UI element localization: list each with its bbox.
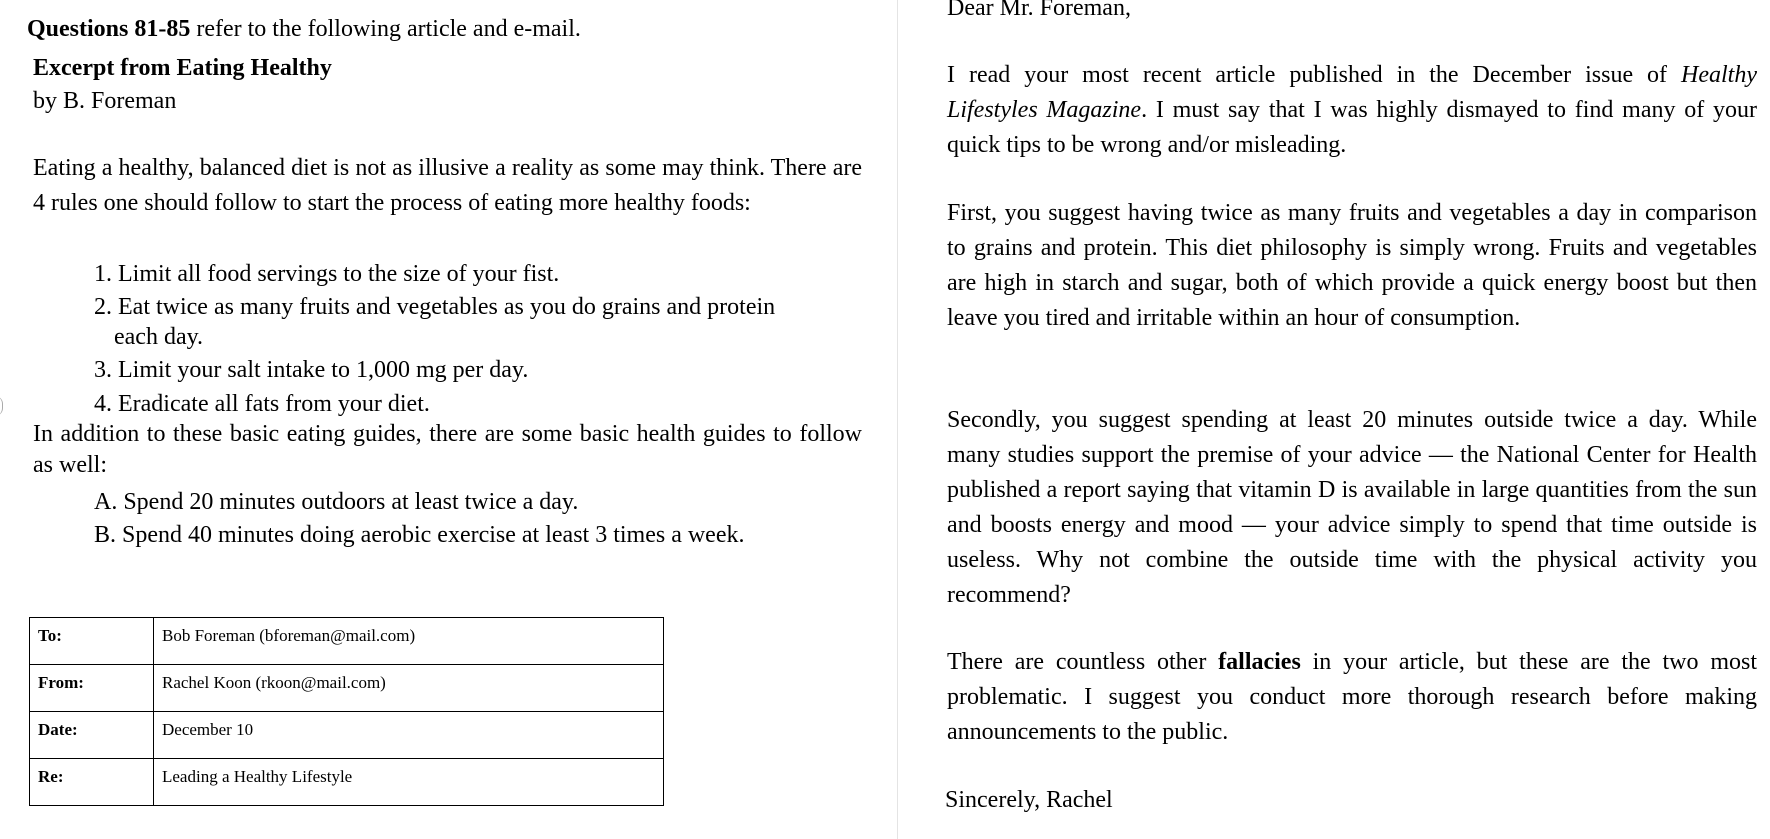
- email-label: Date:: [30, 712, 154, 759]
- email-paragraph-1: [947, 58, 1757, 163]
- email-value: December 10: [154, 712, 664, 759]
- magazine-title: Healthy Lifestyles Magazine: [947, 62, 1757, 123]
- email-label: Re:: [30, 759, 154, 806]
- email-paragraph-2: First, you suggest having twice as many fruits and vegetables a day in comparison to grains and protein. This diet philosophy is simply wrong. Fruits and vegetables are high in starch and sugar, both of which provide a quick energy boost but then leave you tired and irritable within an hour of consumption.: [947, 200, 1757, 331]
- guide-text: B. Spend 40 minutes doing aerobic exercise at least 3 times a week.: [94, 522, 745, 548]
- email-row-to: [30, 618, 664, 665]
- rule-text: 3. Limit your salt intake to 1,000 mg per day.: [94, 357, 529, 383]
- email-salutation: Dear Mr. Foreman,: [947, 0, 1131, 21]
- column-divider: [897, 0, 898, 839]
- email-row-from: [30, 665, 664, 712]
- paragraph-text: . I must say that I was highly dismayed to find many of your quick tips to be wrong and/or misleading.: [947, 97, 1757, 158]
- question-instruction-text: refer to the following article and e-mail.: [190, 16, 581, 42]
- rule-item: [94, 292, 870, 352]
- email-value: Rachel Koon (rkoon@mail.com): [154, 665, 664, 712]
- paragraph-text: I read your most recent article published in the December issue of: [947, 62, 1682, 88]
- article-title: Excerpt from Eating Healthy: [33, 55, 332, 81]
- paragraph-text: There are countless other: [947, 649, 1219, 675]
- intro-paragraph: Eating a healthy, balanced diet is not as illusive a reality as some may think. There are 4 rules one should follow to start the process of eating more healthy foods:: [33, 155, 862, 216]
- rule-item: [94, 355, 528, 385]
- guide-text: A. Spend 20 minutes outdoors at least twice a day.: [94, 489, 579, 515]
- guide-item: [94, 487, 578, 517]
- paragraph-text: in your article, but these are the two most problematic. I suggest you conduct more thorough research before making announcements to the public.: [947, 649, 1758, 745]
- email-paragraph-4: [947, 645, 1757, 750]
- rule-item: [94, 389, 430, 419]
- rule-text: 2. Eat twice as many fruits and vegetables as you do grains and protein: [94, 294, 776, 320]
- question-range: Questions 81-85: [27, 16, 191, 42]
- email-value: Leading a Healthy Lifestyle: [154, 759, 664, 806]
- article-byline: by B. Foreman: [33, 88, 177, 114]
- margin-mark: [0, 396, 3, 416]
- rule-item: [94, 259, 559, 289]
- question-instruction: [27, 14, 581, 44]
- email-label: From:: [30, 665, 154, 712]
- email-value: Bob Foreman (bforeman@mail.com): [154, 618, 664, 665]
- guide-item: [94, 520, 744, 550]
- email-header-table: [29, 617, 664, 806]
- email-label: To:: [30, 618, 154, 665]
- email-paragraph-3: Secondly, you suggest spending at least 20 minutes outside twice a day. While many studies support the premise of your advice — the National Center for Health published a report saying that vitamin D is available in large quantities from the sun and boosts energy and mood — your advice simply to spend that time outside is useless. Why not combine the outside time with the physical activity you recommend?: [947, 407, 1757, 608]
- email-signoff: Sincerely, Rachel: [945, 787, 1113, 813]
- addition-paragraph: In addition to these basic eating guides, there are some basic health guides to follow as well:: [33, 421, 862, 478]
- rule-text: 1. Limit all food servings to the size of your fist.: [94, 261, 560, 287]
- emphasized-word: fallacies: [1218, 649, 1301, 675]
- email-row-re: [30, 759, 664, 806]
- rule-text-continuation: each day.: [114, 324, 204, 350]
- rule-text: 4. Eradicate all fats from your diet.: [94, 391, 430, 417]
- email-row-date: [30, 712, 664, 759]
